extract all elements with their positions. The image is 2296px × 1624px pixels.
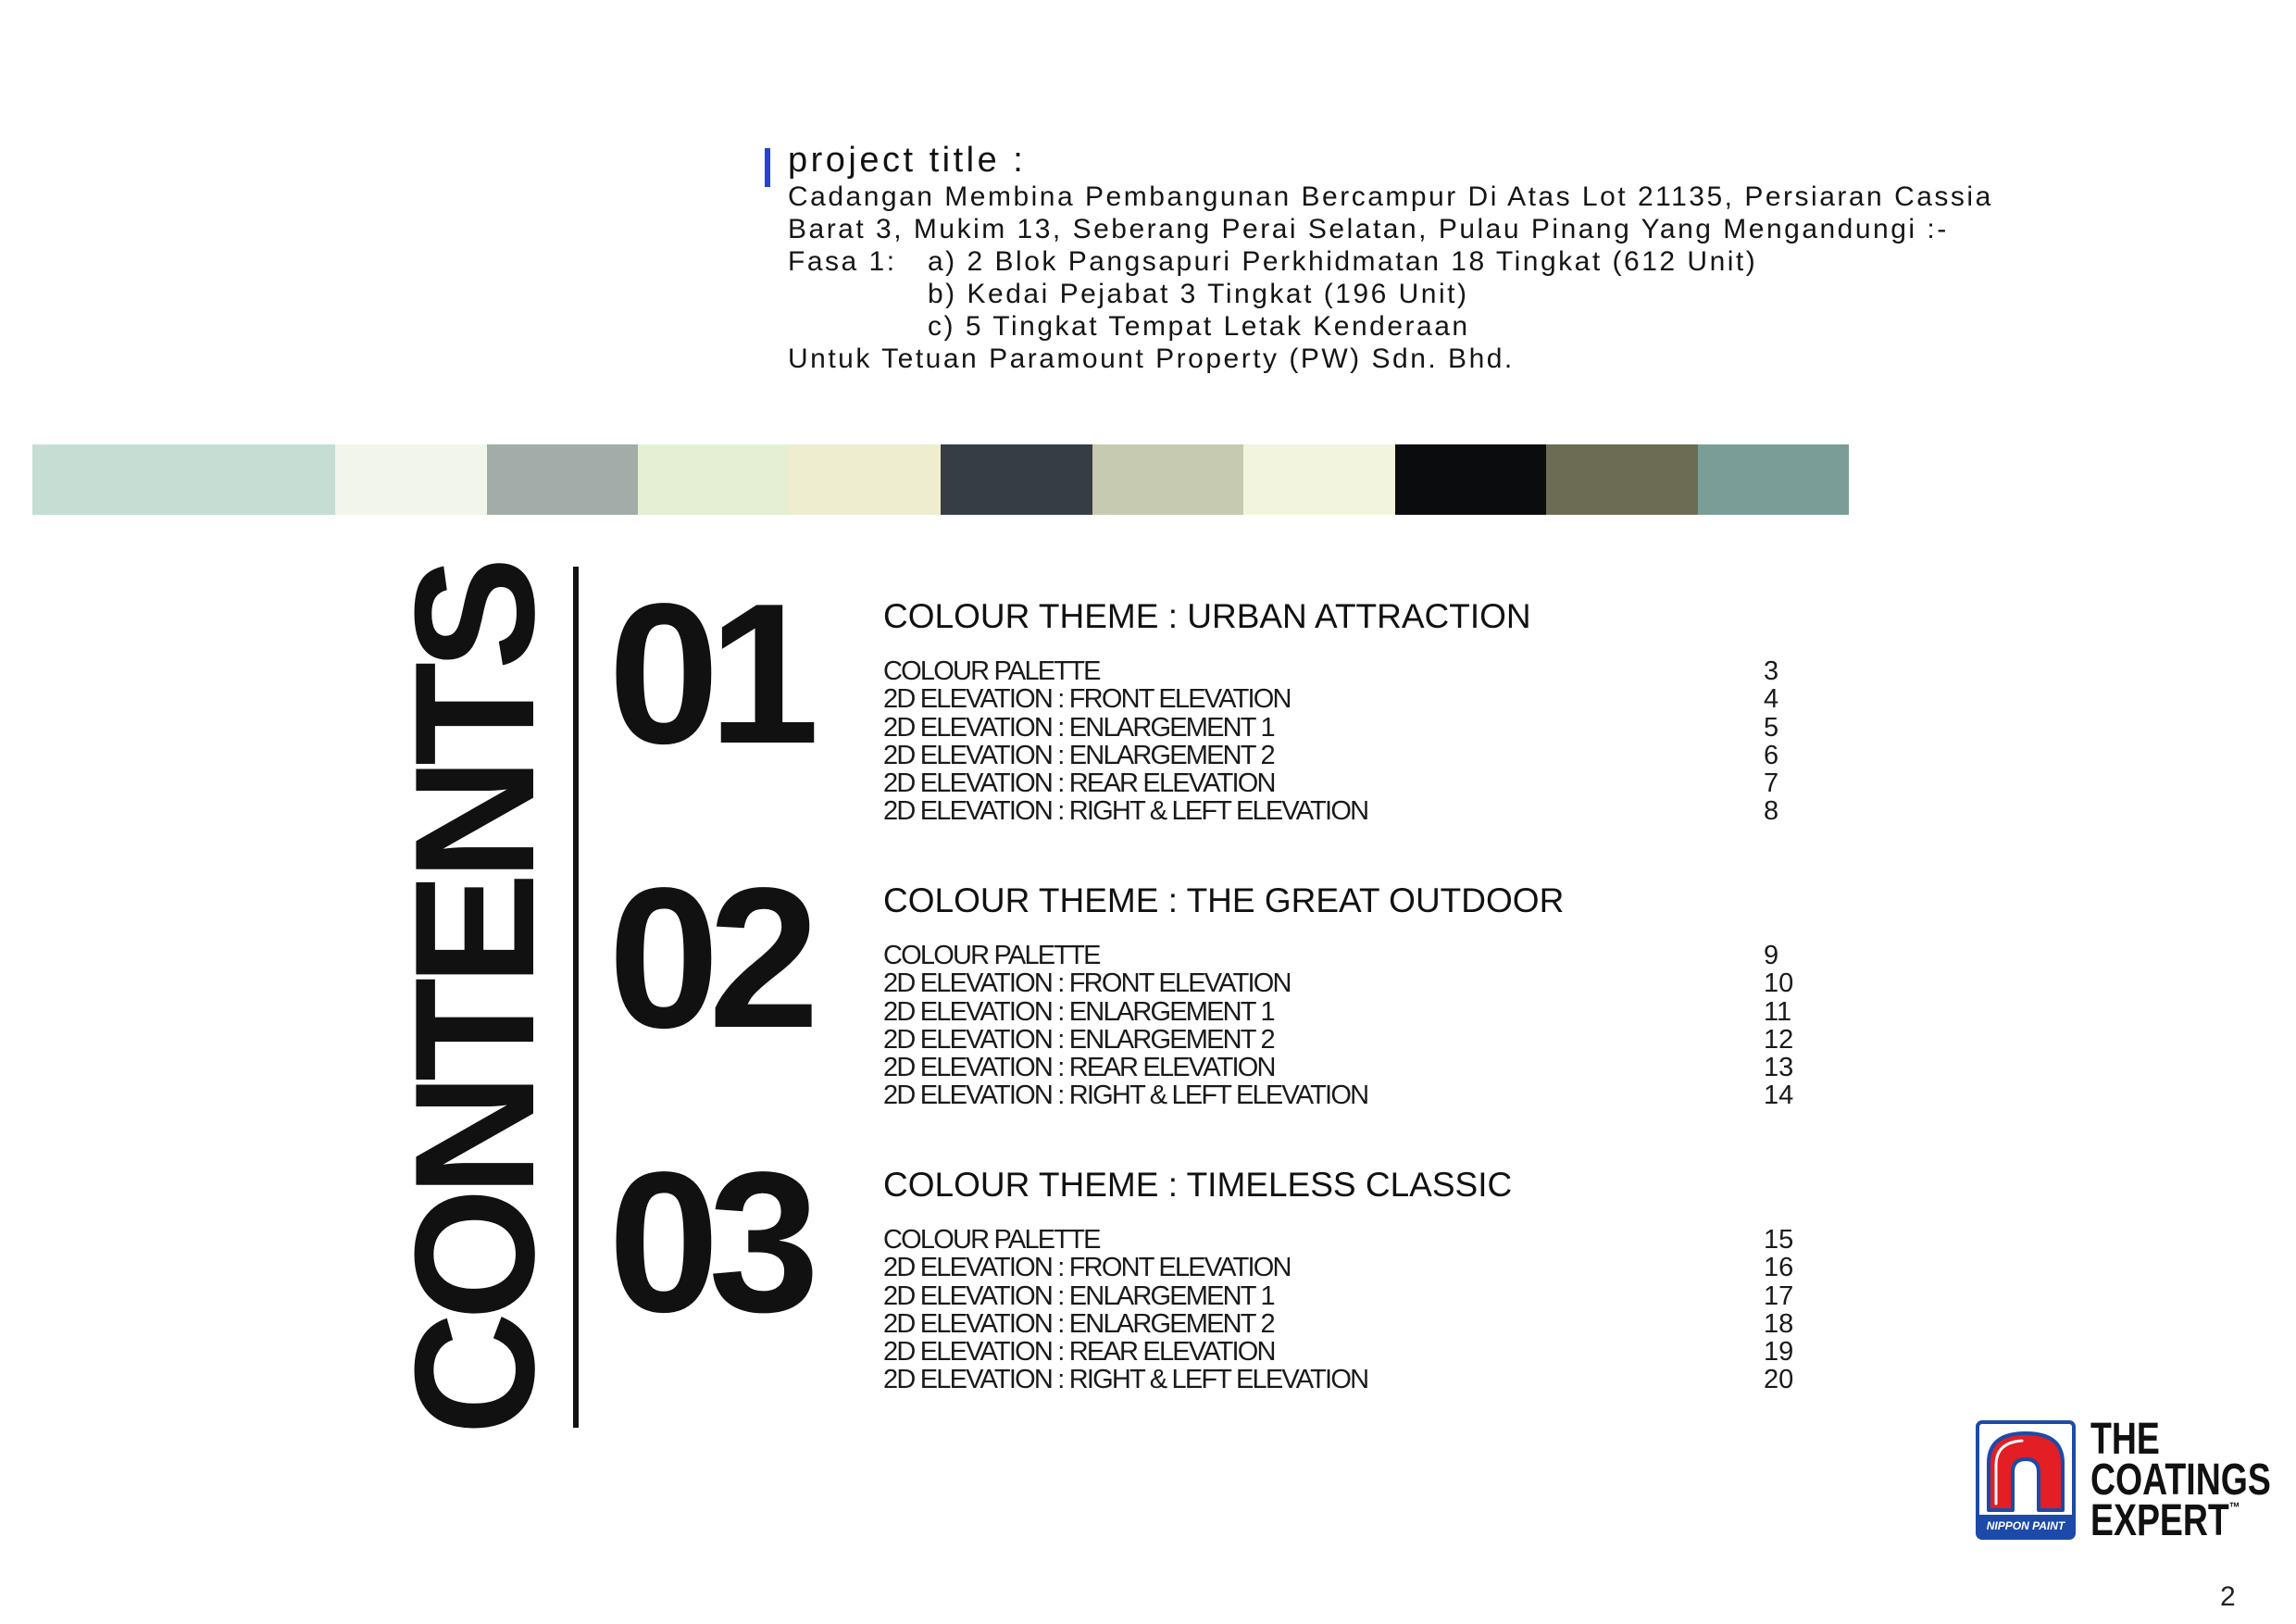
contents-row — [883, 1026, 1809, 1054]
contents-row-label: 2D ELEVATION : ENLARGEMENT 2 — [883, 740, 1274, 770]
section-item-list — [883, 942, 1809, 1110]
phase-item: a) 2 Blok Pangsapuri Perkhidmatan 18 Tingkat (612 Unit) — [928, 246, 1758, 277]
tagline-line: COATINGS — [2090, 1455, 2271, 1505]
contents-row-label: 2D ELEVATION : REAR ELEVATION — [883, 1337, 1275, 1368]
contents-row-page: 18 — [1764, 1308, 1794, 1339]
project-line: Barat 3, Mukim 13, Seberang Perai Selatan, Pulau Pinang Yang Mengandungi :- — [788, 214, 1949, 244]
contents-row-page: 11 — [1764, 996, 1792, 1027]
palette-swatch — [1092, 444, 1244, 515]
section-number: 01 — [608, 561, 809, 785]
contents-row-label: COLOUR PALETTE — [883, 656, 1100, 686]
phase-item: c) 5 Tingkat Tempat Letak Kenderaan — [928, 311, 1470, 342]
section-number: 02 — [608, 845, 809, 1069]
contents-row-label: 2D ELEVATION : REAR ELEVATION — [883, 768, 1275, 799]
contents-row — [883, 769, 1809, 797]
contents-row — [883, 1054, 1809, 1081]
contents-row — [883, 685, 1809, 713]
phase-item: b) Kedai Pejabat 3 Tingkat (196 Unit) — [928, 279, 1469, 309]
contents-row — [883, 1366, 1809, 1393]
palette-swatch — [1698, 444, 1850, 515]
contents-row-page: 5 — [1764, 712, 1779, 743]
palette-swatch — [1243, 444, 1395, 515]
contents-row — [883, 942, 1809, 969]
contents-row-label: 2D ELEVATION : REAR ELEVATION — [883, 1053, 1275, 1083]
contents-row-label: 2D ELEVATION : RIGHT & LEFT ELEVATION — [883, 796, 1368, 827]
contents-row-page: 20 — [1764, 1365, 1794, 1395]
contents-row-label: COLOUR PALETTE — [883, 941, 1100, 970]
contents-row-page: 14 — [1764, 1081, 1794, 1111]
contents-row-label: 2D ELEVATION : RIGHT & LEFT ELEVATION — [883, 1365, 1368, 1395]
section-title: COLOUR THEME : URBAN ATTRACTION — [883, 597, 1531, 635]
contents-row — [883, 1254, 1809, 1281]
tagline-line-last — [2090, 1496, 2271, 1545]
contents-section-03 — [608, 1130, 1812, 1429]
contents-row-page: 19 — [1764, 1337, 1794, 1368]
contents-row — [883, 998, 1809, 1026]
phase-row — [788, 245, 1993, 278]
section-number: 03 — [608, 1130, 809, 1354]
palette-swatch — [790, 444, 942, 515]
contents-row — [883, 1282, 1809, 1310]
title-accent-bar — [765, 148, 770, 187]
nippon-paint-logo-icon — [1976, 1420, 2076, 1540]
section-title: COLOUR THEME : THE GREAT OUTDOOR — [883, 881, 1565, 919]
logo-brand-text: NIPPON PAINT — [1986, 1519, 2065, 1532]
contents-row-label: 2D ELEVATION : ENLARGEMENT 2 — [883, 1024, 1274, 1055]
contents-divider — [573, 567, 579, 1428]
contents-row — [883, 1226, 1809, 1254]
contents-row — [883, 1338, 1809, 1366]
contents-row — [883, 969, 1809, 997]
contents-row-label: 2D ELEVATION : ENLARGEMENT 1 — [883, 1280, 1274, 1311]
palette-swatch — [1395, 444, 1547, 515]
contents-row — [883, 797, 1809, 825]
logo-tagline — [2090, 1415, 2271, 1545]
contents-row-label: COLOUR PALETTE — [883, 1225, 1100, 1255]
phase-label: Fasa 1: — [788, 246, 897, 277]
contents-row-label: 2D ELEVATION : ENLARGEMENT 1 — [883, 712, 1274, 743]
contents-row-label: 2D ELEVATION : ENLARGEMENT 1 — [883, 996, 1274, 1027]
contents-row-page: 16 — [1764, 1253, 1794, 1283]
tagline-word: EXPERT — [2090, 1496, 2229, 1545]
palette-swatch — [638, 444, 790, 515]
palette-swatch — [335, 444, 487, 515]
contents-row-label: 2D ELEVATION : ENLARGEMENT 2 — [883, 1308, 1274, 1339]
contents-row — [883, 1081, 1809, 1109]
contents-row-label: 2D ELEVATION : RIGHT & LEFT ELEVATION — [883, 1081, 1368, 1111]
contents-row-label: 2D ELEVATION : FRONT ELEVATION — [883, 968, 1291, 999]
contents-row-page: 10 — [1764, 968, 1794, 999]
palette-swatch — [32, 444, 335, 515]
project-description — [788, 181, 1993, 375]
section-item-list — [883, 657, 1809, 826]
contents-row — [883, 657, 1809, 685]
project-title-heading: project title : — [788, 141, 1027, 180]
palette-strip — [32, 444, 1849, 515]
contents-row-page: 6 — [1764, 740, 1779, 770]
palette-swatch — [941, 444, 1092, 515]
trademark-symbol: ™ — [2228, 1500, 2240, 1516]
page-number: 2 — [2220, 1581, 2236, 1612]
contents-row-page: 4 — [1764, 684, 1779, 715]
contents-row — [883, 1310, 1809, 1338]
section-item-list — [883, 1226, 1809, 1394]
contents-row-page: 8 — [1764, 796, 1779, 827]
contents-row — [883, 714, 1809, 742]
palette-swatch — [487, 444, 639, 515]
contents-row-page: 12 — [1764, 1024, 1794, 1055]
contents-row-page: 7 — [1764, 768, 1779, 799]
contents-row-page: 3 — [1764, 656, 1779, 686]
project-line: Cadangan Membina Pembangunan Bercampur Di Atas Lot 21135, Persiaran Cassia — [788, 181, 1993, 212]
contents-row-page: 13 — [1764, 1053, 1794, 1083]
contents-row-label: 2D ELEVATION : FRONT ELEVATION — [883, 1253, 1291, 1283]
palette-swatch — [1546, 444, 1698, 515]
contents-row-label: 2D ELEVATION : FRONT ELEVATION — [883, 684, 1291, 715]
contents-title: CONTENTS — [379, 565, 569, 1435]
contents-row-page: 9 — [1764, 941, 1779, 970]
project-client: Untuk Tetuan Paramount Property (PW) Sdn. Bhd. — [788, 344, 1515, 374]
contents-row-page: 17 — [1764, 1280, 1794, 1311]
contents-section-02 — [608, 845, 1812, 1144]
section-title: COLOUR THEME : TIMELESS CLASSIC — [883, 1166, 1513, 1204]
contents-row — [883, 742, 1809, 769]
tagline-line: THE — [2090, 1415, 2160, 1464]
contents-section-01 — [608, 561, 1812, 860]
contents-row-page: 15 — [1764, 1225, 1794, 1255]
